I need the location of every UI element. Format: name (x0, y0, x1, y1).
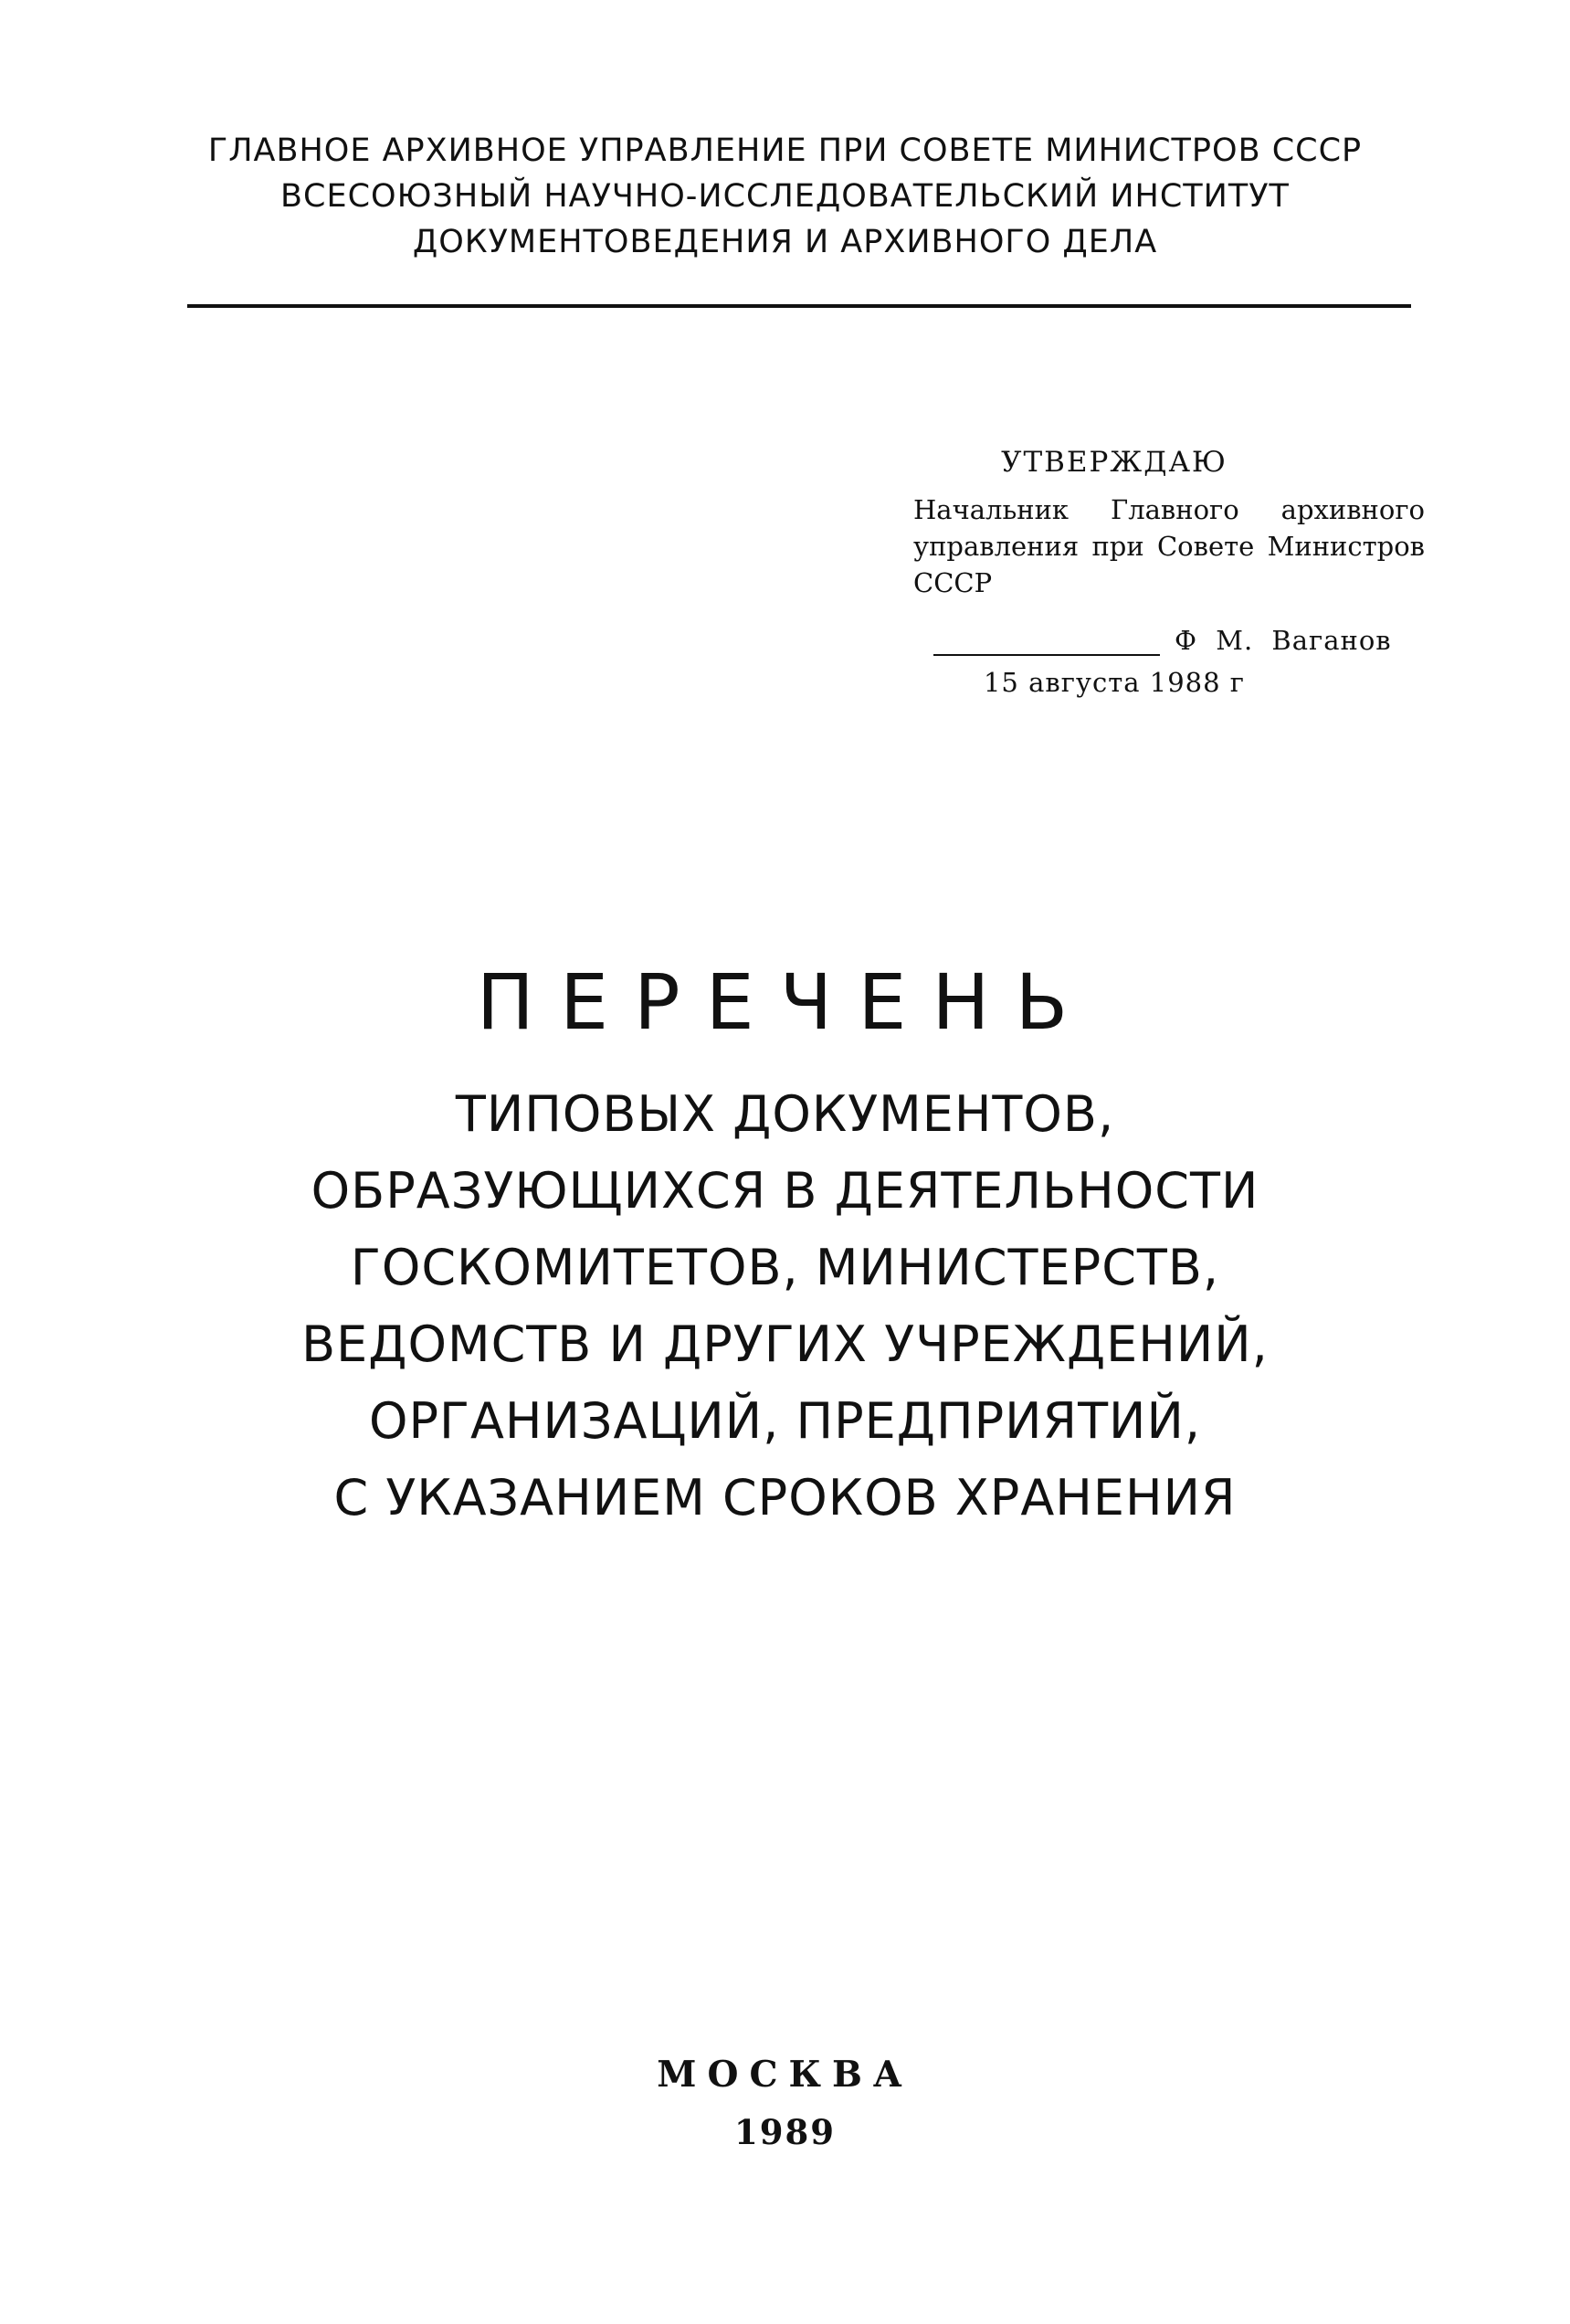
imprint-city: МОСКВА (657, 2054, 913, 2096)
header-line-2: ВСЕСОЮЗНЫЙ НАУЧНО-ИССЛЕДОВАТЕЛЬСКИЙ ИНСТИТУТ (280, 178, 1290, 215)
document-title: ПЕРЕЧЕНЬ (476, 957, 1094, 1047)
approval-position: Начальник Главного архивного управления при Совете Министров СССР (913, 494, 1425, 598)
imprint-year: 1989 (734, 2112, 836, 2152)
approval-title: УТВЕРЖДАЮ (1001, 446, 1228, 479)
signature-row (933, 625, 1427, 656)
header-divider (187, 304, 1411, 308)
header-line-3: ДОКУМЕНТОВЕДЕНИЯ И АРХИВНОГО ДЕЛА (412, 224, 1158, 260)
header-line-1: ГЛАВНОЕ АРХИВНОЕ УПРАВЛЕНИЕ ПРИ СОВЕТЕ МИНИСТРОВ СССР (207, 132, 1363, 169)
signature-line (933, 627, 1160, 656)
subtitle-line-1: ТИПОВЫХ ДОКУМЕНТОВ, (455, 1085, 1115, 1143)
subtitle-line-3: ГОСКОМИТЕТОВ, МИНИСТЕРСТВ, (350, 1239, 1220, 1296)
approval-date: 15 августа 1988 г (983, 667, 1245, 698)
header-institution (0, 128, 1570, 265)
document-subtitle (0, 1076, 1570, 1537)
signatory-name: Ф М. Ваганов (1175, 625, 1392, 656)
subtitle-line-6: С УКАЗАНИЕМ СРОКОВ ХРАНЕНИЯ (333, 1469, 1237, 1526)
subtitle-line-2: ОБРАЗУЮЩИХСЯ В ДЕЯТЕЛЬНОСТИ (311, 1162, 1259, 1220)
subtitle-line-4: ВЕДОМСТВ И ДРУГИХ УЧРЕЖДЕНИЙ, (301, 1315, 1269, 1373)
subtitle-line-5: ОРГАНИЗАЦИЙ, ПРЕДПРИЯТИЙ, (368, 1392, 1202, 1450)
